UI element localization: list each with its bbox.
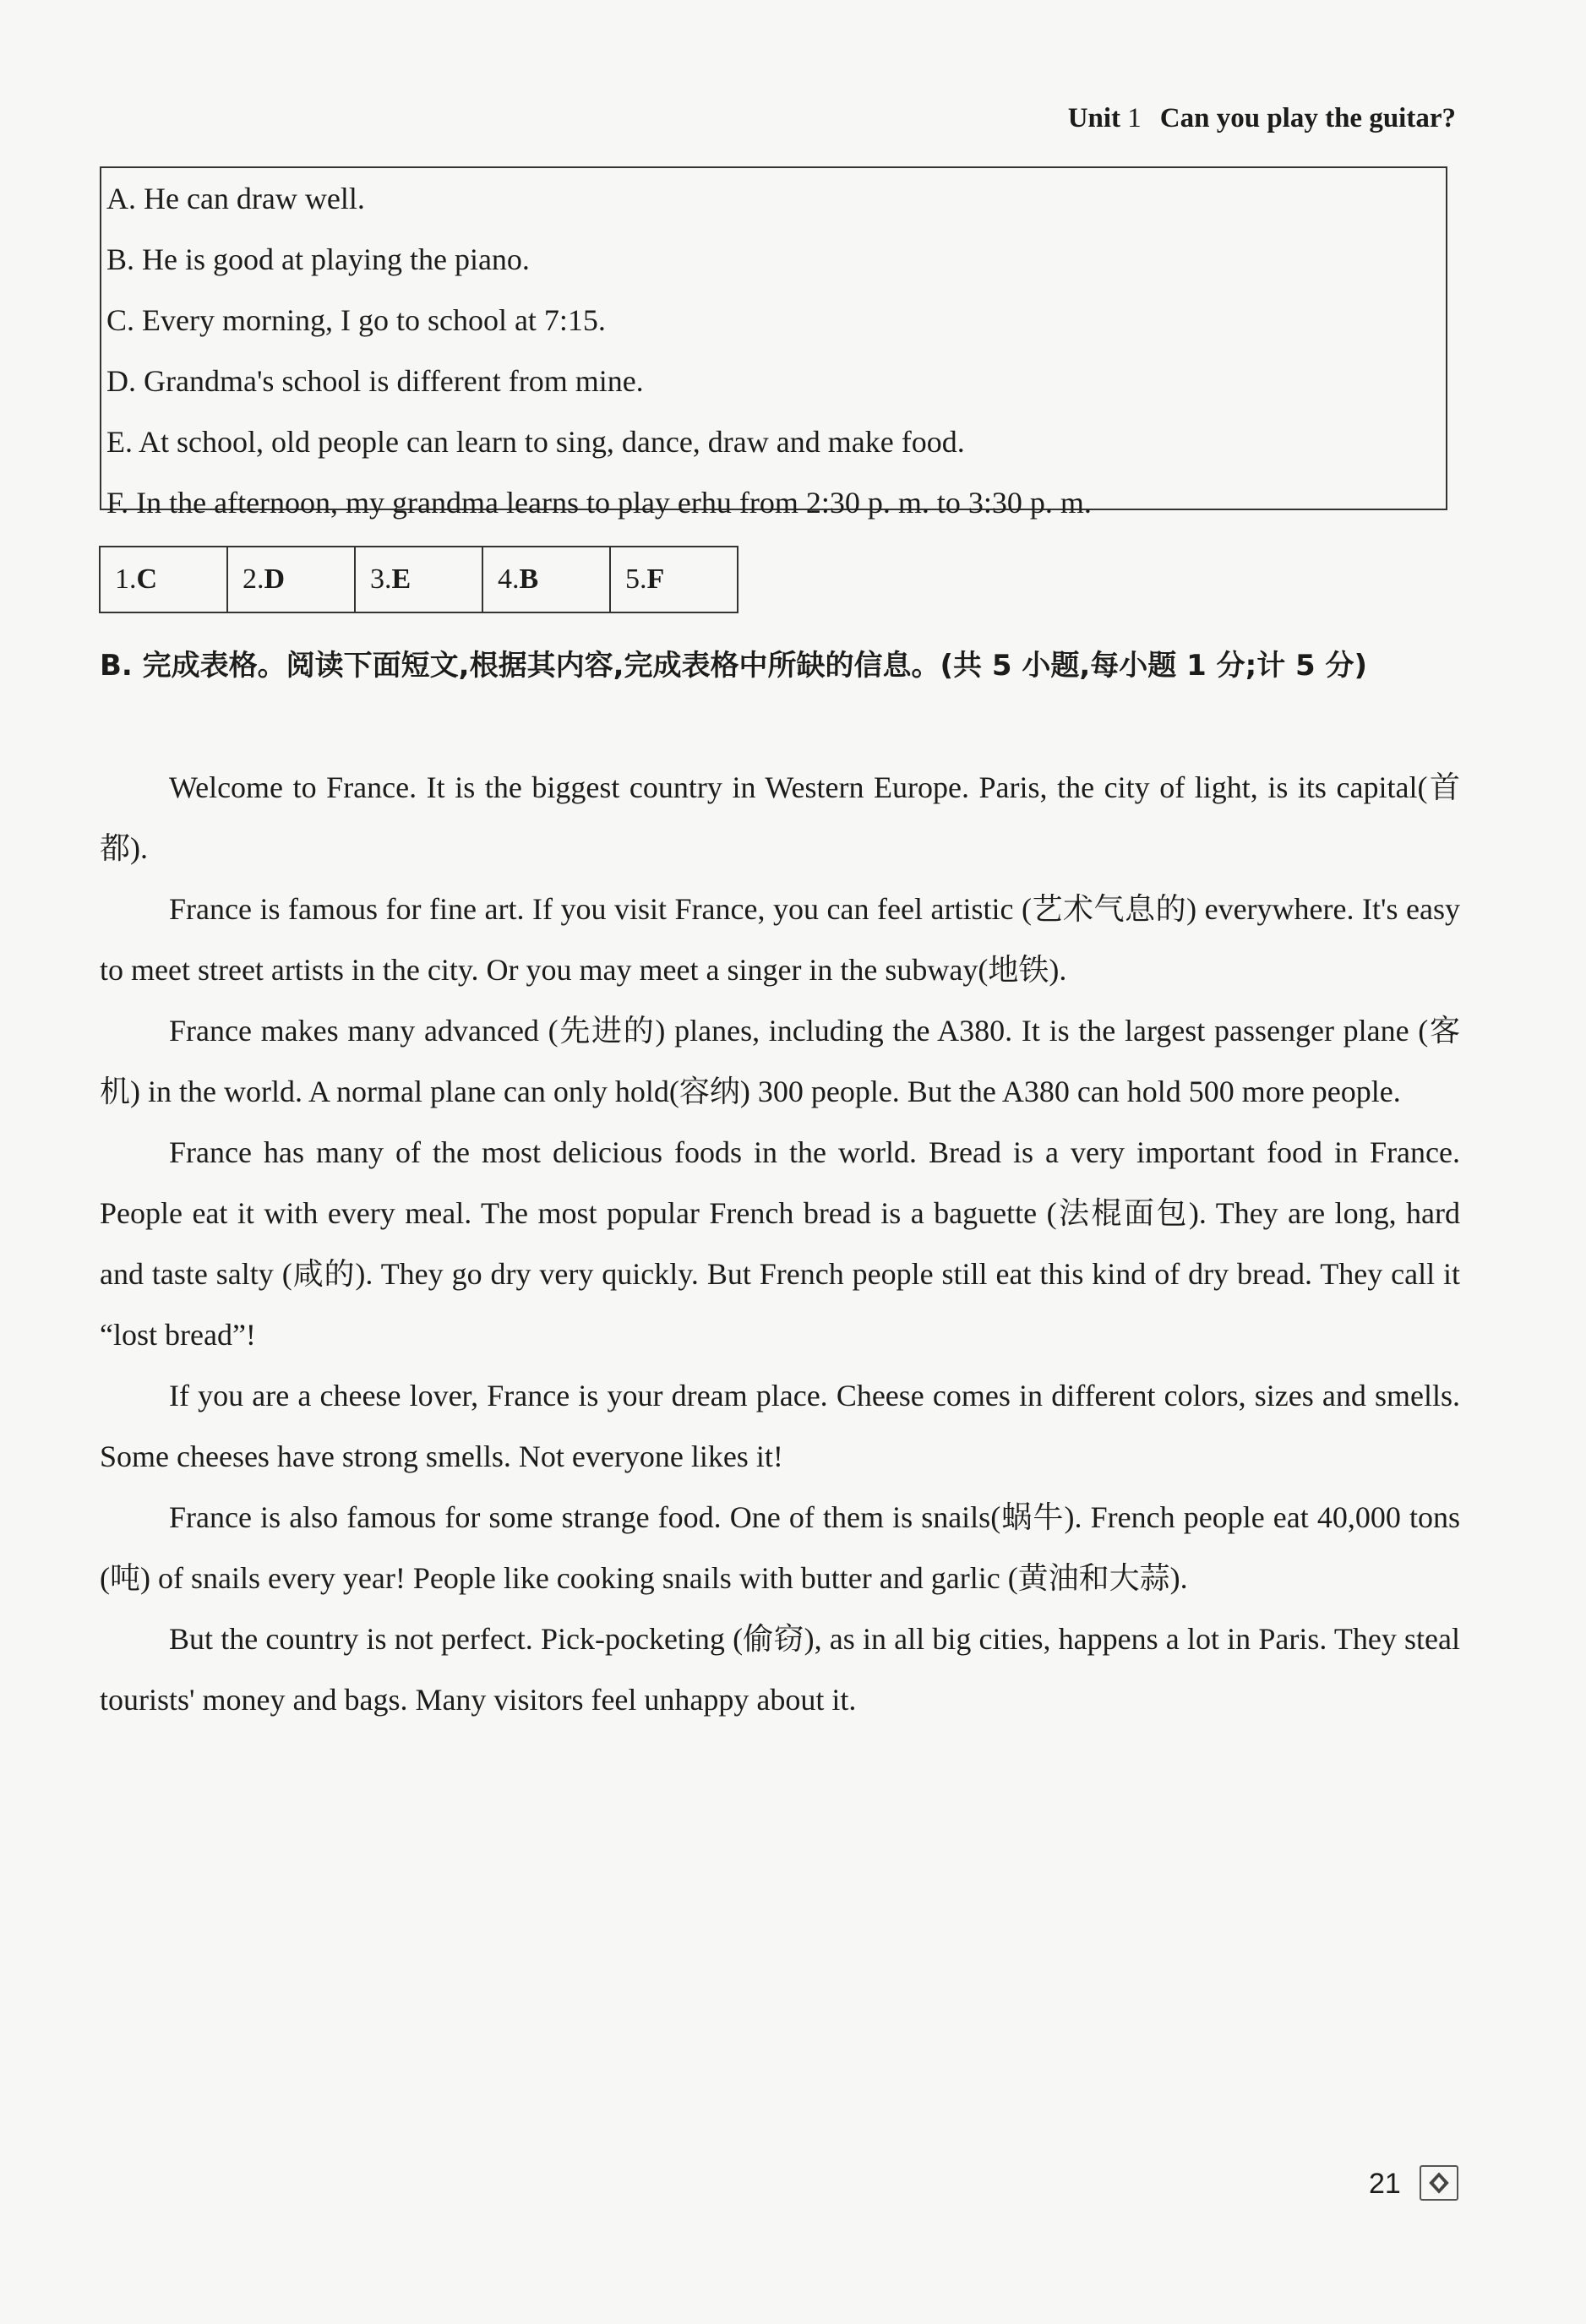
- answer-value: E: [391, 563, 411, 595]
- answer-value: B: [519, 563, 539, 595]
- option-c: C. Every morning, I go to school at 7:15.: [106, 303, 606, 337]
- answer-value: D: [264, 563, 286, 595]
- diamond-icon-graphic: [1421, 2167, 1457, 2199]
- page-header: [1068, 103, 1456, 134]
- answer-row: [100, 547, 738, 612]
- answer-value: F: [646, 563, 665, 595]
- reading-passage: [100, 757, 1460, 1730]
- paragraph-4: France has many of the most delicious foods in the world. Bread is a very important food in France. People eat it with every meal. The most popular French bread is a baguette (法棍面包). They are long, hard and taste salty (咸的). They go dry very quickly. But French people still eat this kind of dry bread. They call it “lost bread”!: [100, 1135, 1460, 1352]
- page-number: 21: [1369, 2168, 1401, 2200]
- paragraph-1: Welcome to France. It is the biggest country in Western Europe. Paris, the city of light, is its capital(首都).: [100, 770, 1460, 865]
- options-box: [100, 166, 1447, 520]
- option-d: D. Grandma's school is different from mine.: [106, 364, 644, 398]
- answer-table: [99, 546, 738, 613]
- section-b-title: B. 完成表格。阅读下面短文,根据其内容,完成表格中所缺的信息。(共 5 小题,每小题 1 分;计 5 分): [100, 649, 1368, 683]
- diamond-icon: [1420, 2165, 1458, 2201]
- answer-cell-1: 1.C: [100, 547, 227, 612]
- option-b: B. He is good at playing the piano.: [106, 242, 530, 276]
- paragraph-3: France makes many advanced (先进的) planes, including the A380. It is the largest passenger plane (客机) in the world. A normal plane can only hold(容纳) 300 people. But the A380 can hold 500 more people.: [100, 1014, 1460, 1108]
- answer-cell-2: 2.D: [227, 547, 355, 612]
- unit-title: Can you play the guitar?: [1159, 103, 1456, 133]
- paragraph-6: France is also famous for some strange food. One of them is snails(蜗牛). French people eat 40,000 tons (吨) of snails every year! People like cooking snails with butter and garlic (黄油和大蒜).: [100, 1500, 1460, 1595]
- option-e: E. At school, old people can learn to sing, dance, draw and make food.: [106, 425, 965, 459]
- answer-value: C: [136, 563, 158, 595]
- option-f: F. In the afternoon, my grandma learns to play erhu from 2:30 p. m. to 3:30 p. m.: [106, 486, 1092, 520]
- paragraph-5: If you are a cheese lover, France is your dream place. Cheese comes in different colors, sizes and smells. Some cheeses have strong smells. Not everyone likes it!: [100, 1379, 1460, 1473]
- unit-label: Unit 1: [1067, 103, 1142, 133]
- paragraph-2: France is famous for fine art. If you visit France, you can feel artistic (艺术气息的) everywhere. It's easy to meet street artists in the city. Or you may meet a singer in the subway(地铁).: [100, 892, 1460, 987]
- paragraph-7: But the country is not perfect. Pick-pocketing (偷窃), as in all big cities, happens a lot in Paris. They steal tourists' money and bags. Many visitors feel unhappy about it.: [100, 1622, 1460, 1717]
- answer-cell-4: 4.B: [482, 547, 610, 612]
- answer-cell-5: 5.F: [610, 547, 738, 612]
- option-a: A. He can draw well.: [106, 182, 365, 215]
- answer-cell-3: 3.E: [355, 547, 482, 612]
